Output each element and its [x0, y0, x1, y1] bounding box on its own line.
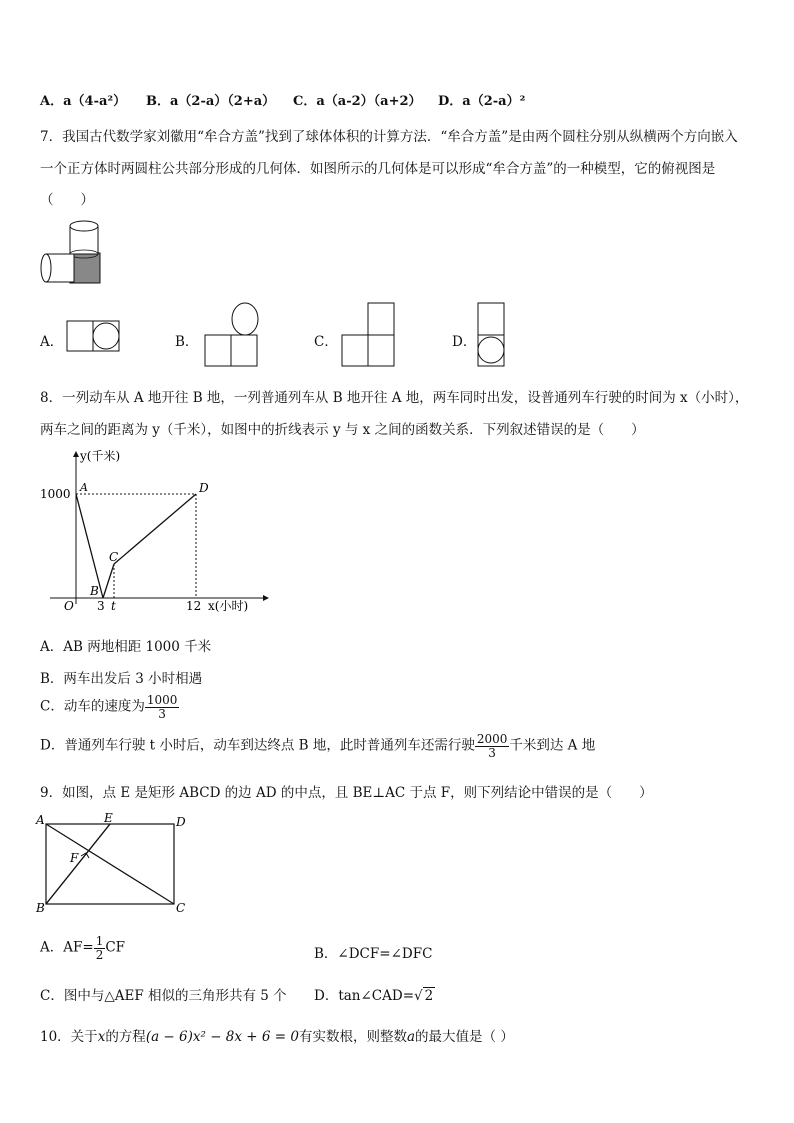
q6-option-c: C．a（a-2）（a+2）: [293, 94, 422, 109]
q9-option-b: B．∠DCF=∠DFC: [314, 946, 433, 962]
q7-option-b-label: B．: [175, 334, 199, 350]
q8-point-d: D: [199, 481, 209, 495]
q6-option-b: B．a（2-a）（2+a）: [146, 94, 276, 109]
q7-option-a-label: A．: [40, 334, 64, 350]
q7-option-a-figure: [66, 320, 122, 354]
q9-option-a: A．AF= $\frac{1}{2}$ CF: [40, 934, 126, 962]
q7-text-line1: 7．我国古代数学家刘徽用“牟合方盖”找到了球体体积的计算方法．“牟合方盖”是由两个圆柱分别从纵横两个方向嵌入: [40, 129, 738, 145]
q8-option-c: C．动车的速度为 $\frac{1000}{3}$: [40, 693, 178, 721]
q8-option-d: D．普通列车行驶 t 小时后，动车到达终点 B 地，此时普通列车还需行驶 $\frac{2000}{3}$ 千米到达 A 地: [40, 732, 596, 760]
q9-rectangle-figure: [34, 812, 184, 920]
q9-option-c: C．图中与△AEF 相似的三角形共有 5 个: [40, 988, 287, 1004]
q8-graph: [36, 446, 276, 618]
q9-label-a: A: [36, 813, 45, 827]
q8-point-b: B: [90, 584, 99, 598]
q9-text-line1: 9．如图，点 E 是矩形 ABCD 的边 AD 的中点，且 BE⊥AC 于点 F，则下列结论中错误的是（ ）: [40, 785, 653, 801]
q8-point-a: A: [80, 481, 88, 494]
q7-option-c-figure: [341, 302, 397, 368]
q7-option-c-label: C．: [314, 334, 338, 350]
q9-label-e: E: [104, 811, 113, 825]
q7-option-b-figure: [204, 302, 260, 368]
q8-x12: 12: [186, 599, 202, 613]
q10-text: 10．关于x的方程(a − 6)x² − 8x + 6 = 0有实数根，则整数a的最大值是（ ）: [40, 1029, 514, 1045]
q7-option-d-figure: [477, 302, 507, 368]
q8-option-b: B．两车出发后 3 小时相遇: [40, 671, 203, 687]
q8-segment-cd: [114, 494, 196, 564]
q9-option-d: D．tan∠CAD=√ 2: [314, 988, 434, 1004]
q6-option-a: A．a（4-a²）: [40, 94, 127, 109]
q8-text-line1: 8．一列动车从 A 地开往 B 地，一列普通列车从 B 地开往 A 地，两车同时出发，设普通列车行驶的时间为 x（小时），: [40, 390, 749, 406]
q7-option-d-label: D．: [452, 334, 477, 350]
q9-label-f: F: [70, 851, 79, 865]
q7-text-line2: 一个正方体时两圆柱公共部分形成的几何体．如图所示的几何体是可以形成“牟合方盖”的一种模型，它的俯视图是: [40, 161, 716, 177]
q8-y1000: 1000: [40, 487, 71, 501]
q8-xt: t: [111, 599, 116, 613]
q8-origin: O: [64, 599, 74, 613]
q8-text-line2: 两车之间的距离为 y（千米），如图中的折线表示 y 与 x 之间的函数关系．下列叙述错误的是（ ）: [40, 422, 645, 438]
q8-xlabel: x(小时): [208, 599, 249, 613]
q7-paren: （ ）: [40, 192, 94, 208]
q7-solid-figure: [40, 218, 104, 288]
q8-ylabel: y(千米): [80, 449, 121, 463]
q8-x3: 3: [97, 599, 105, 613]
q9-label-d: D: [176, 815, 186, 829]
q9-label-c: C: [176, 901, 186, 915]
q8-point-c: C: [109, 550, 119, 564]
q9-label-b: B: [36, 901, 45, 915]
q6-option-d: D．a（2-a）²: [438, 94, 526, 109]
q8-option-a: A．AB 两地相距 1000 千米: [40, 639, 212, 655]
q8-segment-ab: [76, 494, 103, 598]
q8-segment-bc: [103, 564, 114, 598]
